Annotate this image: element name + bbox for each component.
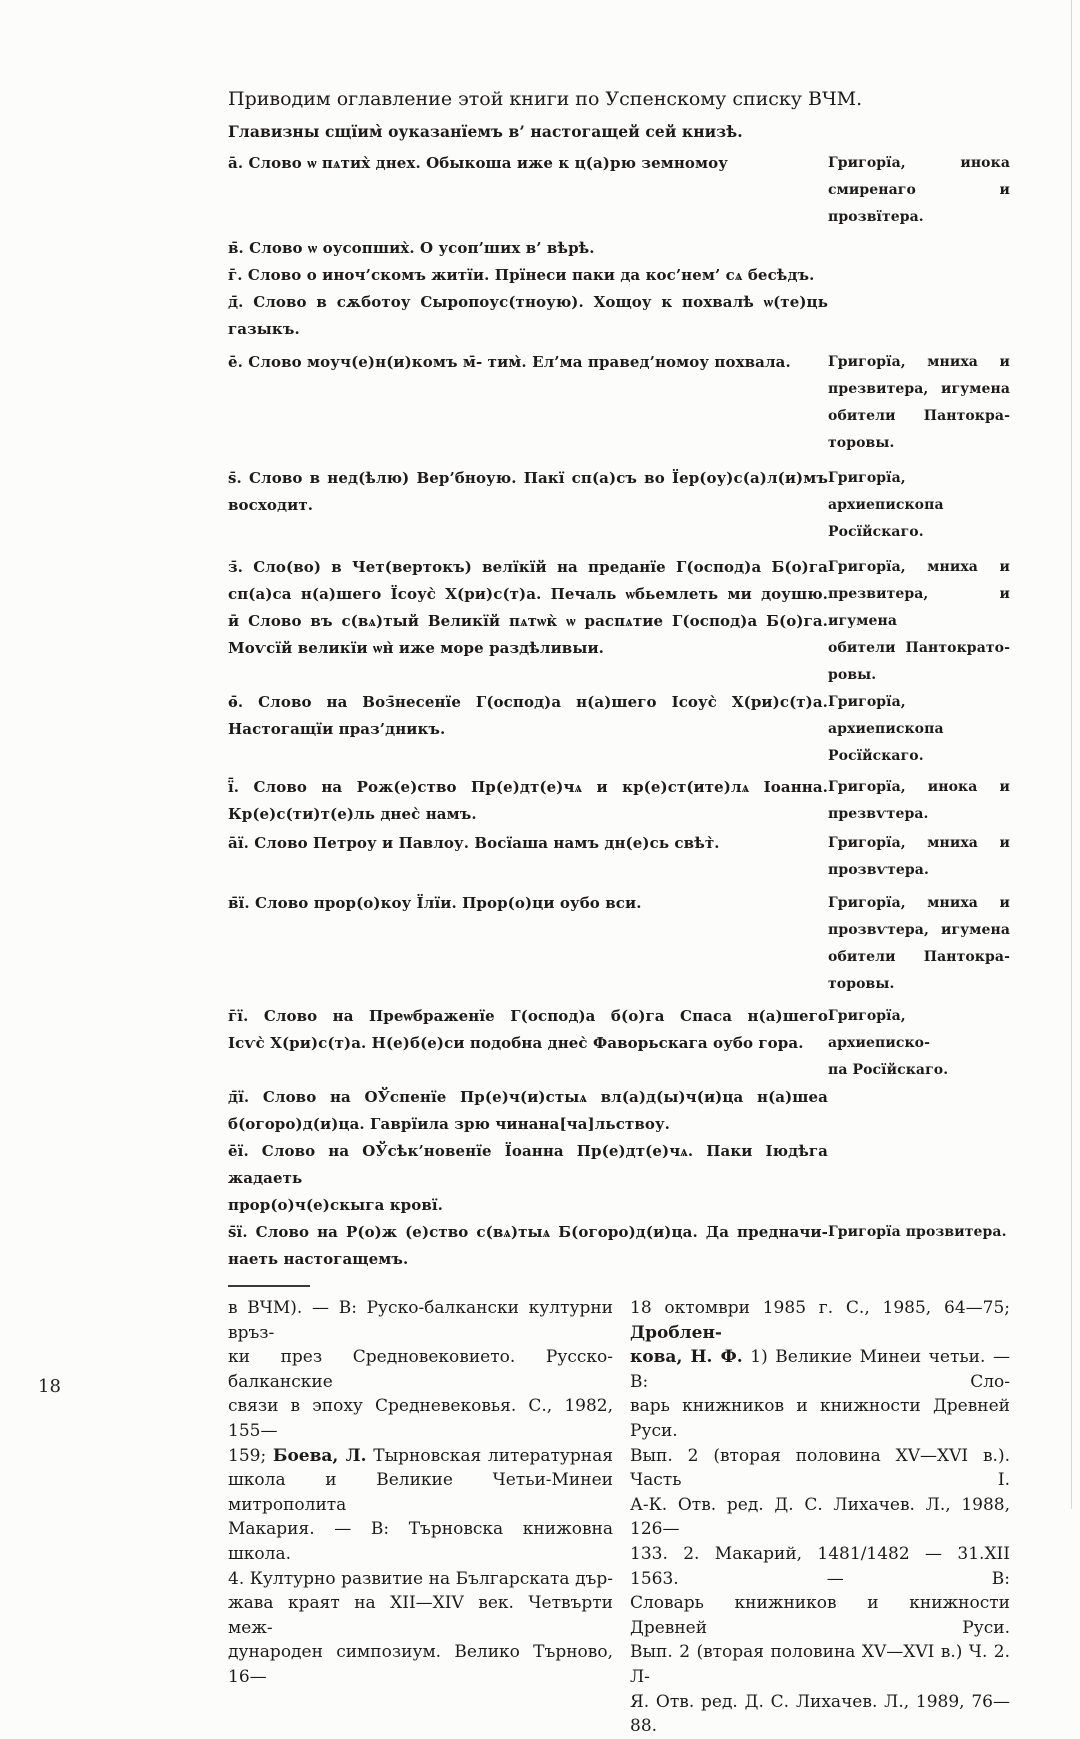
toc-entry-text [228, 1219, 828, 1273]
footnote-text: 133. 2. Макарий, 1481/1482 — 31.XII 1563. — В: [630, 1543, 1010, 1589]
toc-entry-text [228, 1138, 828, 1219]
toc-entry [228, 235, 1010, 262]
attribution-line: обители Пантокра- [828, 949, 1010, 965]
attribution-line: прозвѵтера. [828, 862, 929, 878]
footnote-text: жава краят на XII—XIV век. Четвърти меж- [228, 1593, 613, 1638]
footnote-line [630, 1493, 1010, 1542]
footnote-text: в ВЧМ). — В: Руско-балкански културни връз- [228, 1298, 613, 1343]
toc-entry-attribution [828, 1003, 1010, 1084]
toc-entry-line: восходит. [228, 496, 314, 514]
toc-entry-line: в̄ї. Слово прор(о)коу Їлїи. Прор(о)ци оубо вси. [228, 894, 642, 912]
footnote-text: дународен симпозиум. Велико Търново, 16— [228, 1642, 613, 1687]
footnotes [228, 1296, 1010, 1739]
toc-entry-line: ѕ̄. Слово в нед(ѣлю) Вер’бноую. Пакї сп(а)съ во Їер(оу)с(а)л(и)мъ [228, 469, 828, 487]
scan-edge-artifact [1071, 0, 1072, 1509]
footnote-line [228, 1591, 613, 1640]
toc-entry-line: г̄ї. Слово на Преѡбраженїе Г(оспод)а б(о)га Спаса н(а)шего [228, 1007, 828, 1025]
footnote-line [228, 1444, 613, 1469]
page-number: 18 [38, 1376, 61, 1397]
attribution-line: Росїйскаго. [828, 748, 924, 764]
attribution-line: Григорїа прозвитера. [828, 1224, 1007, 1240]
footnote-author-bold: кова, Н. Ф. [630, 1347, 743, 1368]
toc-entry-text [228, 1084, 828, 1138]
attribution-line: Григорїа, мниха и [828, 895, 1010, 911]
attribution-line: презвѵтера. [828, 806, 929, 822]
footnote-text: варь книжников и книжности Древней Руси. [630, 1396, 1010, 1441]
attribution-line: прозвїтера. [828, 209, 924, 225]
attribution-line: па Росїйскаго. [828, 1062, 949, 1078]
footnote-author-bold: Боева, Л. [272, 1445, 367, 1466]
attribution-line: презвитера, игумена [828, 381, 1010, 397]
attribution-line: Григорїа, архиеписко- [828, 1008, 931, 1051]
toc-entry-line: е̄. Слово моуч(е)н(и)комъ м̄- тим̀. Ел’ма правед’номоу похвала. [228, 353, 791, 371]
toc-entry-line: е̄ї. Слово на ОЎсѣк’новенїе Їоанна Пр(е)дт(е)чѧ. Паки Іюдѣга жадаеть [228, 1142, 828, 1187]
subtitle-line: Главизны сщїим̀ оуказанїемъ в’ настогащей сей книзѣ. [228, 122, 743, 141]
footnote-line [228, 1567, 613, 1592]
footnote-rule [228, 1285, 310, 1287]
toc-entry-line: ї̄. Слово на Рож(е)ство Пр(е)дт(е)чѧ и кр(е)ст(ите)лѧ Іоанна. [228, 778, 828, 796]
toc-entry-attribution [828, 890, 1010, 998]
toc-entry-line: Моѵсїй великїи ѡн̀ иже море раздѣливыи. [228, 639, 605, 657]
toc-entry-text [228, 262, 828, 289]
footnote-line [228, 1517, 613, 1566]
attribution-line: Росїйскаго. [828, 524, 924, 540]
toc-entry-line: прор(о)ч(е)скыга кровї. [228, 1196, 443, 1214]
toc-entry-attribution [828, 554, 1010, 689]
toc-entry [228, 349, 1010, 457]
page-content [228, 84, 1010, 1739]
footnote-column-right [630, 1296, 1010, 1739]
toc-entry-text [228, 1003, 828, 1057]
toc-entry-attribution [828, 465, 1010, 546]
footnote-line [630, 1542, 1010, 1591]
footnote-text: 1) Великие Минеи четьи. — В: Сло- [630, 1347, 1010, 1392]
toc-entry-text [228, 235, 828, 262]
footnote-text: Тырновская литературная [366, 1445, 613, 1466]
attribution-line: Григорїа, инока [828, 155, 1010, 171]
toc-entry [228, 774, 1010, 828]
toc-entry [228, 1138, 1010, 1219]
toc-entries [228, 150, 1010, 1273]
toc-entry [228, 890, 1010, 998]
footnote-text: Я. Отв. ред. Д. С. Лихачев. Л., 1989, 76—88. [630, 1691, 1010, 1737]
toc-entry-line: б(огоро)д(и)ца. Гаврїила зрю чинана[ча]льствоу. [228, 1115, 670, 1133]
toc-entry [228, 150, 1010, 231]
toc-entry-line: а̄ї. Слово Петроу и Павлоу. Восїаша намъ дн(е)сь свѣт̀. [228, 834, 720, 852]
footnote-line [630, 1296, 1010, 1345]
footnote-line [630, 1640, 1010, 1689]
toc-entry-text [228, 554, 828, 662]
toc-entry [228, 262, 1010, 289]
toc-entry-line: газыкъ. [228, 320, 300, 338]
footnote-text: Словарь книжников и книжности Древней Руси. [630, 1593, 1010, 1638]
attribution-line: торовы. [828, 435, 895, 451]
footnote-line [630, 1444, 1010, 1493]
toc-entry-line: ѕ̄ї. Слово на Р(о)ж (е)ство с(вѧ)тыѧ Б(огоро)д(и)ца. Да предначи- [228, 1223, 828, 1241]
attribution-line: Григорїа, архиепископа [828, 694, 944, 737]
footnote-text: 159; [228, 1445, 273, 1466]
footnote-line [630, 1394, 1010, 1443]
footnote-column-left [228, 1296, 613, 1739]
intro-line: Приводим оглавление этой книги по Успенскому списку ВЧМ. [228, 88, 863, 110]
toc-entry [228, 554, 1010, 689]
footnote-line [228, 1296, 613, 1345]
toc-entry-line: з̄. Сло(во) в Чет(вертокъ) велїкїй на преданїе Г(оспод)а Б(о)га [228, 558, 828, 576]
toc-entry-line: наеть настогащемъ. [228, 1250, 409, 1268]
toc-entry [228, 830, 1010, 884]
toc-entry-line: г̄. Слово о иноч’скомъ житїи. Прїнеси паки да кос’нем’ сѧ бесѣдъ. [228, 266, 815, 284]
toc-entry-attribution [828, 830, 1010, 884]
toc-entry-line: Ісѵс̀ Х(ри)с(т)а. Н(е)б(е)си подобна днес̀ Фаворьскага оубо гора. [228, 1034, 804, 1052]
toc-entry [228, 465, 1010, 546]
footnote-line [630, 1591, 1010, 1640]
attribution-line: Григорїа, мниха и [828, 835, 1010, 851]
attribution-line: Григорїа, инока и [828, 779, 1010, 795]
toc-entry-text [228, 689, 828, 743]
toc-entry [228, 1003, 1010, 1084]
toc-entry-line: Настогащїи праз’дникъ. [228, 720, 446, 738]
attribution-line: ровы. [828, 667, 877, 683]
footnote-text: Вып. 2 (вторая половина XV—XVI в.). Часть I. [630, 1445, 1010, 1491]
footnote-line [228, 1468, 613, 1517]
footnote-text: Вып. 2 (вторая половина XV—XVI в.) Ч. 2. Л- [630, 1642, 1010, 1687]
toc-entry-text [228, 150, 828, 177]
attribution-line: смиренаго и [828, 182, 1010, 198]
toc-entry-attribution [828, 774, 1010, 828]
toc-entry-line: ӣ Слово въ с(вѧ)тый Великїй пѧтѡк̀ ѡ распѧтие Г(оспод)а Б(о)га. [228, 612, 828, 630]
toc-entry-text [228, 465, 828, 519]
toc-entry-line: Кр(е)с(ти)т(е)ль днес̀ намъ. [228, 805, 477, 823]
toc-entry-attribution [828, 150, 1010, 231]
toc-entry-attribution [828, 349, 1010, 457]
toc-entry-line: д̄ї. Слово на ОЎспенїе Пр(е)ч(и)стыѧ вл(а)д(ы)ч(и)ца н(а)шеа [228, 1088, 828, 1106]
toc-entry-text [228, 349, 828, 376]
footnote-line [228, 1345, 613, 1394]
attribution-line: обители Пантокра- [828, 408, 1010, 424]
attribution-line: торовы. [828, 976, 895, 992]
footnote-text: ки през Средновековието. Русско-балканские [228, 1347, 613, 1392]
footnote-text: 4. Културно развитие на Българската дър- [228, 1568, 613, 1589]
toc-entry [228, 289, 1010, 343]
footnote-text: 18 октомври 1985 г. С., 1985, 64—75; [630, 1298, 1010, 1318]
footnote-text: Макария. — В: Търновска книжовна школа. [228, 1519, 613, 1564]
footnote-line [630, 1345, 1010, 1394]
toc-entry-text [228, 289, 828, 343]
toc-entry-line: д̄. Слово в сѫботоу Сыропоус(тноую). Хощоу к похвалѣ ѡ(те)ць [228, 293, 828, 311]
footnote-text: А-К. Отв. ред. Д. С. Лихачев. Л., 1988, 126— [630, 1494, 1010, 1540]
footnote-text: школа и Великие Четьи-Минеи митрополита [228, 1470, 613, 1515]
attribution-line: Григорїа, архиепископа [828, 470, 944, 513]
attribution-line: Григорїа, мниха и [828, 354, 1010, 370]
toc-entry-text [228, 774, 828, 828]
toc-entry-text [228, 830, 828, 857]
toc-entry-line: ѳ̄. Слово на Воз̄несенїе Г(оспод)а н(а)шего Ісоус̀ Х(ри)с(т)а. [228, 693, 828, 711]
footnote-line [228, 1640, 613, 1689]
attribution-line: обители Пантократо- [828, 640, 1010, 656]
toc-entry-attribution [828, 689, 1010, 770]
toc-entry-line: а̄. Слово ѡ пѧтих̀ днех. Обыкоша иже к ц(а)рю земномоу [228, 154, 728, 172]
footnote-line [228, 1394, 613, 1443]
toc-entry-text [228, 890, 828, 917]
footnote-author-bold: Дроблен- [630, 1322, 722, 1343]
toc-entry [228, 689, 1010, 770]
toc-entry-line: сп(а)са н(а)шего Їсоус̀ Х(ри)с(т)а. Печаль ѡбьемлеть ми доушю. [228, 585, 828, 603]
toc-entry-line: в̄. Слово ѡ оусопших̀. О усоп’ших в’ вѣрѣ. [228, 239, 595, 257]
attribution-line: Григорїа, мниха и [828, 559, 1010, 575]
toc-entry-attribution [828, 1219, 1010, 1246]
attribution-line: презвитера, и игумена [828, 586, 1010, 629]
toc-entry [228, 1084, 1010, 1138]
attribution-line: прозвѵтера, игумена [828, 922, 1010, 938]
footnote-text: связи в эпоху Средневековья. С., 1982, 155— [228, 1396, 613, 1441]
footnote-line [630, 1690, 1010, 1739]
toc-entry [228, 1219, 1010, 1273]
